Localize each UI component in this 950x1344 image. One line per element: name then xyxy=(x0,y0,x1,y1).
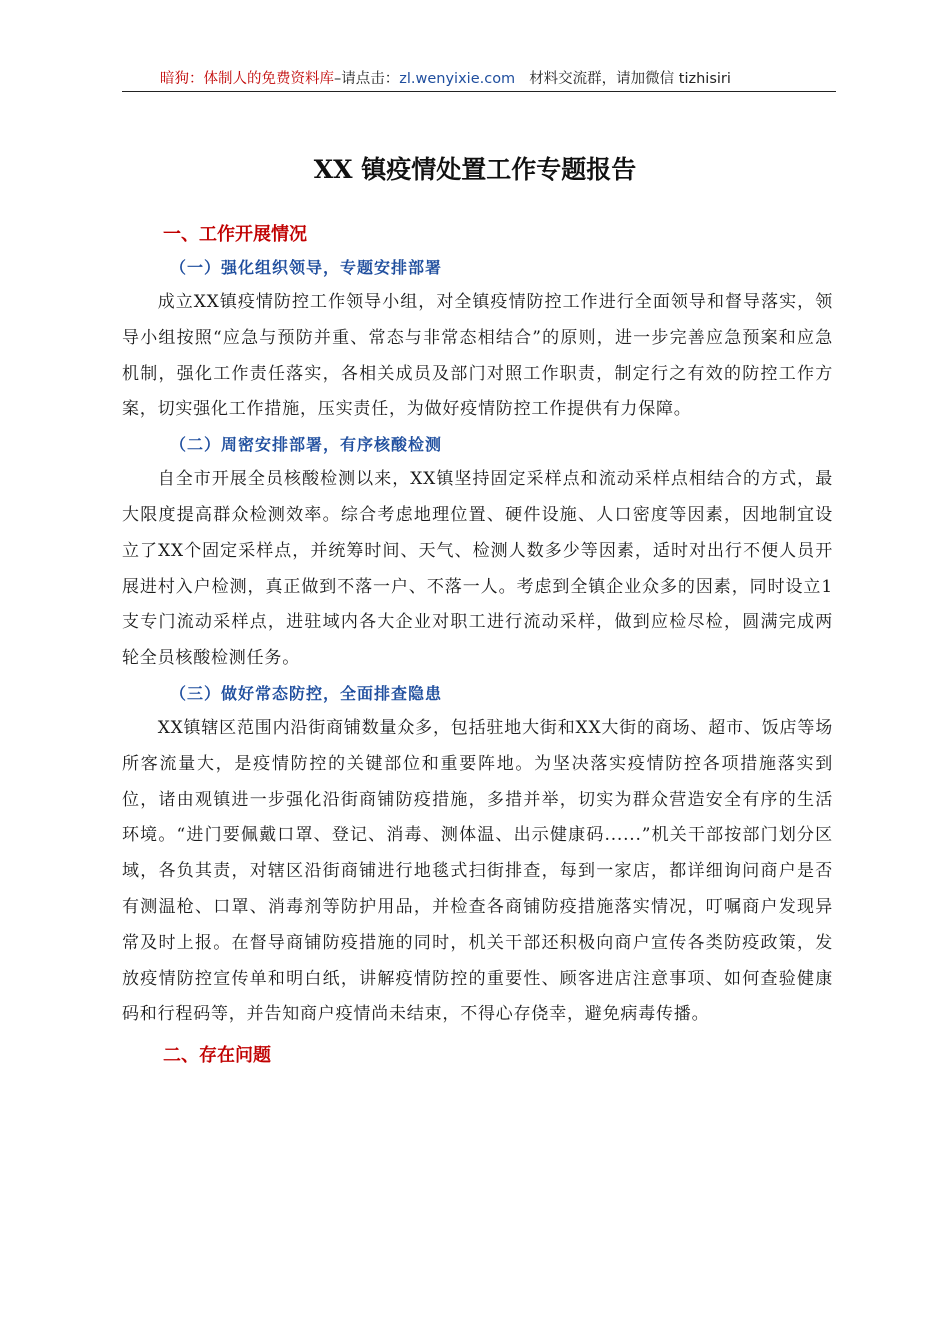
document-body xyxy=(122,218,833,1072)
section-heading-problems: 二、存在问题 xyxy=(163,1045,271,1067)
header-url-link[interactable]: zl.wenyixie.com xyxy=(399,71,516,87)
subsection-heading-1: （一）强化组织领导，专题安排部署 xyxy=(170,258,443,277)
header-wechat-note: 材料交流群，请加微信 tizhisiri xyxy=(529,71,731,87)
subsection-heading-3: （三）做好常态防控，全面排查隐患 xyxy=(170,683,443,703)
subsection-paragraph-1: 成立XX镇疫情防控工作领导小组，对全镇疫情防控工作进行全面领导和督导落实，领导小组按照“应急与预防并重、常态与非常态相结合”的原则，进一步完善应急预案和应急机制，强化工作责任落实，各相关成员及部门对照工作职责，制定行之有效的防控工作方案，切实强化工作措施，压实责任，为做好疫情防控工作提供有力保障。 xyxy=(122,292,833,420)
subsection-heading-2: （二）周密安排部署，有序核酸检测 xyxy=(170,435,443,455)
section-heading-work-progress: 一、工作开展情况 xyxy=(163,224,307,245)
document-title: XX 镇疫情处置工作专题报告 xyxy=(313,155,637,184)
subsection-paragraph-3: XX镇辖区范围内沿街商铺数量众多，包括驻地大街和XX大街的商场、超市、饭店等场所客流量大，是疫情防控的关键部位和重要阵地。为坚决落实疫情防控各项措施落实到位，诸由观镇进一步强化沿街商铺防疫措施，多措并举，切实为群众营造安全有序的生活环境。“进门要佩戴口罩、登记、消毒、测体温、出示健康码......”机关干部按部门划分区域，各负其责，对辖区沿街商铺进行地毯式扫街排查，每到一家店，都详细询问商户是否有测温枪、口罩、消毒剂等防护用品，并检查各商铺防疫措施落实情况，叮嘱商户发现异常及时上报。在督导商铺防疫措施的同时，机关干部还积极向商户宣传各类防疫政策，发放疫情防控宣传单和明白纸，讲解疫情防控的重要性、顾客进店注意事项、如何查验健康码和行程码等，并告知商户疫情尚未结束，不得心存侥幸，避免病毒传播。 xyxy=(122,717,833,1025)
header-site-name: 暗狗：体制人的免费资料库 xyxy=(160,71,334,87)
header-prompt: –请点击： xyxy=(334,71,400,87)
page-header xyxy=(122,66,836,92)
subsection-paragraph-2: 自全市开展全员核酸检测以来，XX镇坚持固定采样点和流动采样点相结合的方式，最大限度提高群众检测效率。综合考虑地理位置、硬件设施、人口密度等因素，因地制宜设立了XX个固定采样点，并统筹时间、天气、检测人数多少等因素，适时对出行不便人员开展进村入户检测，真正做到不落一户、不落一人。考虑到全镇企业众多的因素，同时设立1支专门流动采样点，进驻域内各大企业对职工进行流动采样，做到应检尽检，圆满完成两轮全员核酸检测任务。 xyxy=(122,469,833,669)
